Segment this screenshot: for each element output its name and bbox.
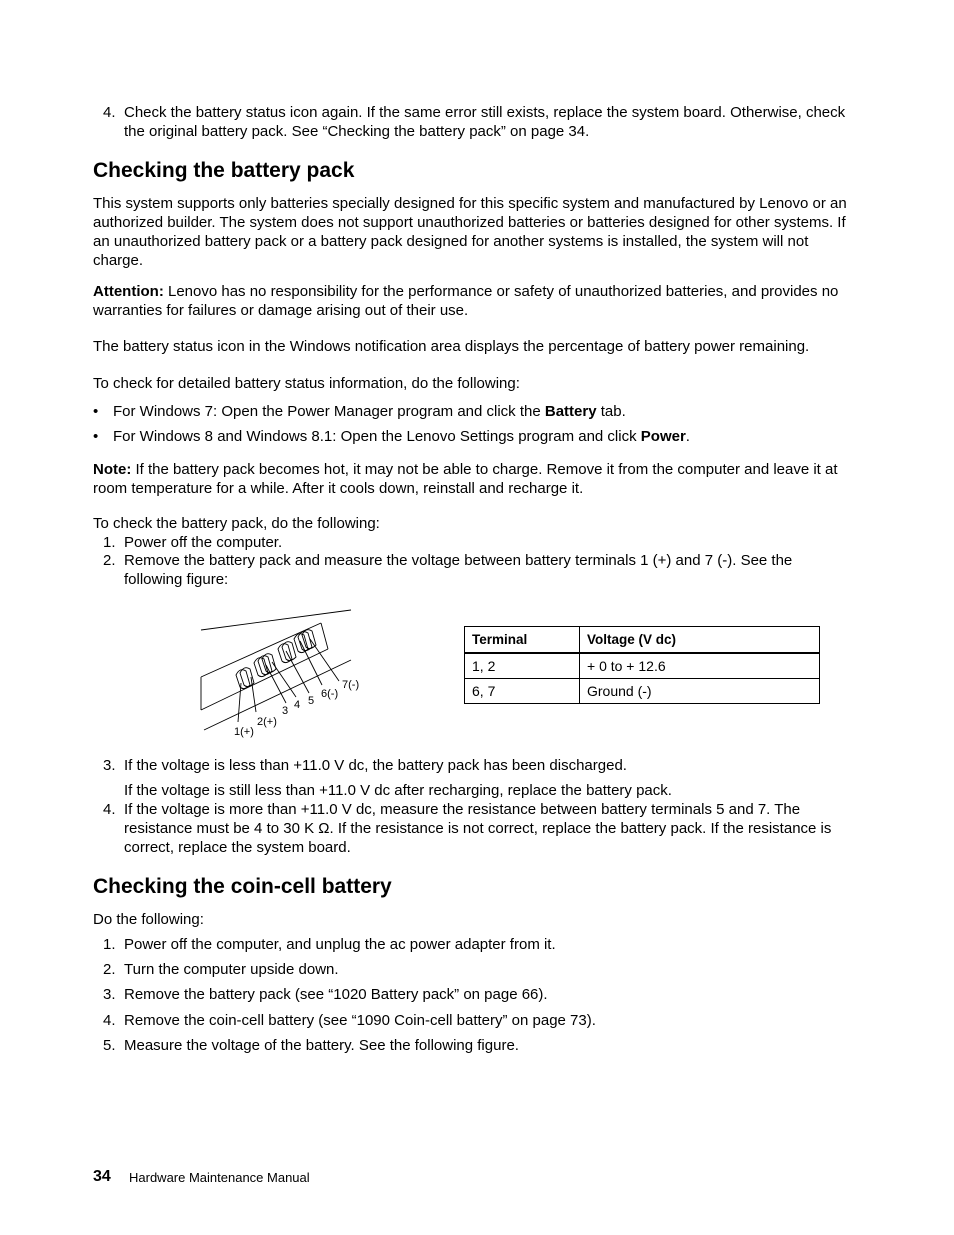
terminal-contacts: [236, 630, 316, 689]
manual-title: Hardware Maintenance Manual: [129, 1170, 310, 1185]
bullet-item-windows8: [113, 427, 849, 446]
list-item-text: Remove the coin-cell battery (see “1090 Coin-cell battery” on page 73).: [124, 1012, 596, 1029]
attention-text: Lenovo has no responsibility for the performance or safety of unauthorized batteries, and provides no warranties for failures or damage arising out of their use.: [93, 283, 839, 319]
attention-paragraph: [93, 282, 849, 320]
list-item-text: Remove the battery pack and measure the voltage between battery terminals 1 (+) and 7 (-). See the following figure:: [124, 552, 793, 588]
coin-cell-intro: Do the following:: [93, 911, 204, 928]
battery-terminal-figure: [196, 605, 376, 745]
terminal-label-6: 6(-): [321, 688, 339, 700]
list-number: 4.: [103, 104, 116, 121]
list-number: 1.: [103, 936, 116, 953]
table-cell: 6, 7: [465, 679, 580, 704]
list-item-subtext: If the voltage is still less than +11.0 V dc after recharging, replace the battery pack.: [124, 782, 672, 799]
list-number: 4.: [103, 1012, 116, 1029]
attention-label: Attention:: [93, 283, 164, 300]
note-paragraph: [93, 460, 849, 498]
terminal-voltage-table: [464, 626, 820, 704]
list-item-text: If the voltage is more than +11.0 V dc, measure the resistance between battery terminals 5 and 7. The resistance must be 4 to 30 K Ω. If the resistance is not correct, replace the battery pack. If the resistance is correct, replace the system board.: [124, 801, 832, 856]
note-label: Note:: [93, 461, 132, 478]
bullet-bold: Power: [640, 428, 686, 445]
terminal-label-2: 2(+): [257, 716, 277, 728]
bullet-dot: •: [93, 403, 99, 420]
table-cell: + 0 to + 12.6: [580, 653, 820, 679]
intro-paragraph: This system supports only batteries specially designed for this specific system and manufactured by Lenovo or an authorized builder. The system does not support unauthorized batteries or batteries designed for other systems. If an unauthorized battery pack or a battery pack designed for another systems is installed, the system will not charge.: [93, 195, 847, 269]
terminal-label-1: 1(+): [234, 726, 254, 738]
bullet-text: For Windows 8 and Windows 8.1: Open the Lenovo Settings program and click: [113, 428, 641, 445]
table-row: [465, 679, 820, 704]
page-number: 34: [93, 1168, 111, 1185]
check-pack-intro: To check the battery pack, do the following:: [93, 515, 380, 532]
table-header: Terminal: [465, 627, 580, 654]
table-cell: Ground (-): [580, 679, 820, 704]
table-cell: 1, 2: [465, 653, 580, 679]
section-heading-battery-pack: Checking the battery pack: [93, 159, 355, 182]
status-icon-paragraph: The battery status icon in the Windows notification area displays the percentage of battery power remaining.: [93, 338, 810, 355]
list-item-text: Measure the voltage of the battery. See the following figure.: [124, 1037, 519, 1054]
list-number: 4.: [103, 801, 116, 818]
list-number: 3.: [103, 757, 116, 774]
table-row: [465, 653, 820, 679]
list-number: 1.: [103, 534, 116, 551]
note-text: If the battery pack becomes hot, it may not be able to charge. Remove it from the computer and leave it at room temperature for a while. After it cools down, reinstall and recharge it.: [93, 461, 838, 497]
bullet-text: tab.: [596, 403, 626, 420]
bullet-dot: •: [93, 428, 99, 445]
figure-outline: [201, 610, 351, 630]
list-number: 2.: [103, 961, 116, 978]
terminal-label-3: 3: [282, 705, 289, 717]
list-item-text: Turn the computer upside down.: [124, 961, 339, 978]
terminal-label-7: 7(-): [342, 679, 360, 691]
section-heading-coin-cell: Checking the coin-cell battery: [93, 875, 392, 898]
bullet-bold: Battery: [544, 403, 597, 420]
bullet-text: For Windows 7: Open the Power Manager program and click the: [113, 403, 545, 420]
terminal-label-4: 4: [294, 699, 301, 711]
list-item-text: Power off the computer.: [124, 534, 283, 551]
list-item-text: If the voltage is less than +11.0 V dc, the battery pack has been discharged.: [124, 757, 627, 774]
list-number: 3.: [103, 986, 116, 1003]
list-item-text: Check the battery status icon again. If the same error still exists, replace the system board. Otherwise, check the original battery pack. See “Checking the battery pack” on page 34.: [124, 104, 846, 140]
list-number: 5.: [103, 1037, 116, 1054]
list-item-text: Remove the battery pack (see “1020 Battery pack” on page 66).: [124, 986, 548, 1003]
terminal-label-5: 5: [308, 695, 315, 707]
list-item-text: Power off the computer, and unplug the ac power adapter from it.: [124, 936, 556, 953]
list-number: 2.: [103, 552, 116, 569]
table-header: Voltage (V dc): [580, 627, 820, 654]
table-header-row: [465, 627, 820, 654]
check-detail-intro: To check for detailed battery status information, do the following:: [93, 375, 520, 392]
bullet-text: .: [685, 428, 690, 445]
bullet-item-windows7: [113, 402, 849, 421]
